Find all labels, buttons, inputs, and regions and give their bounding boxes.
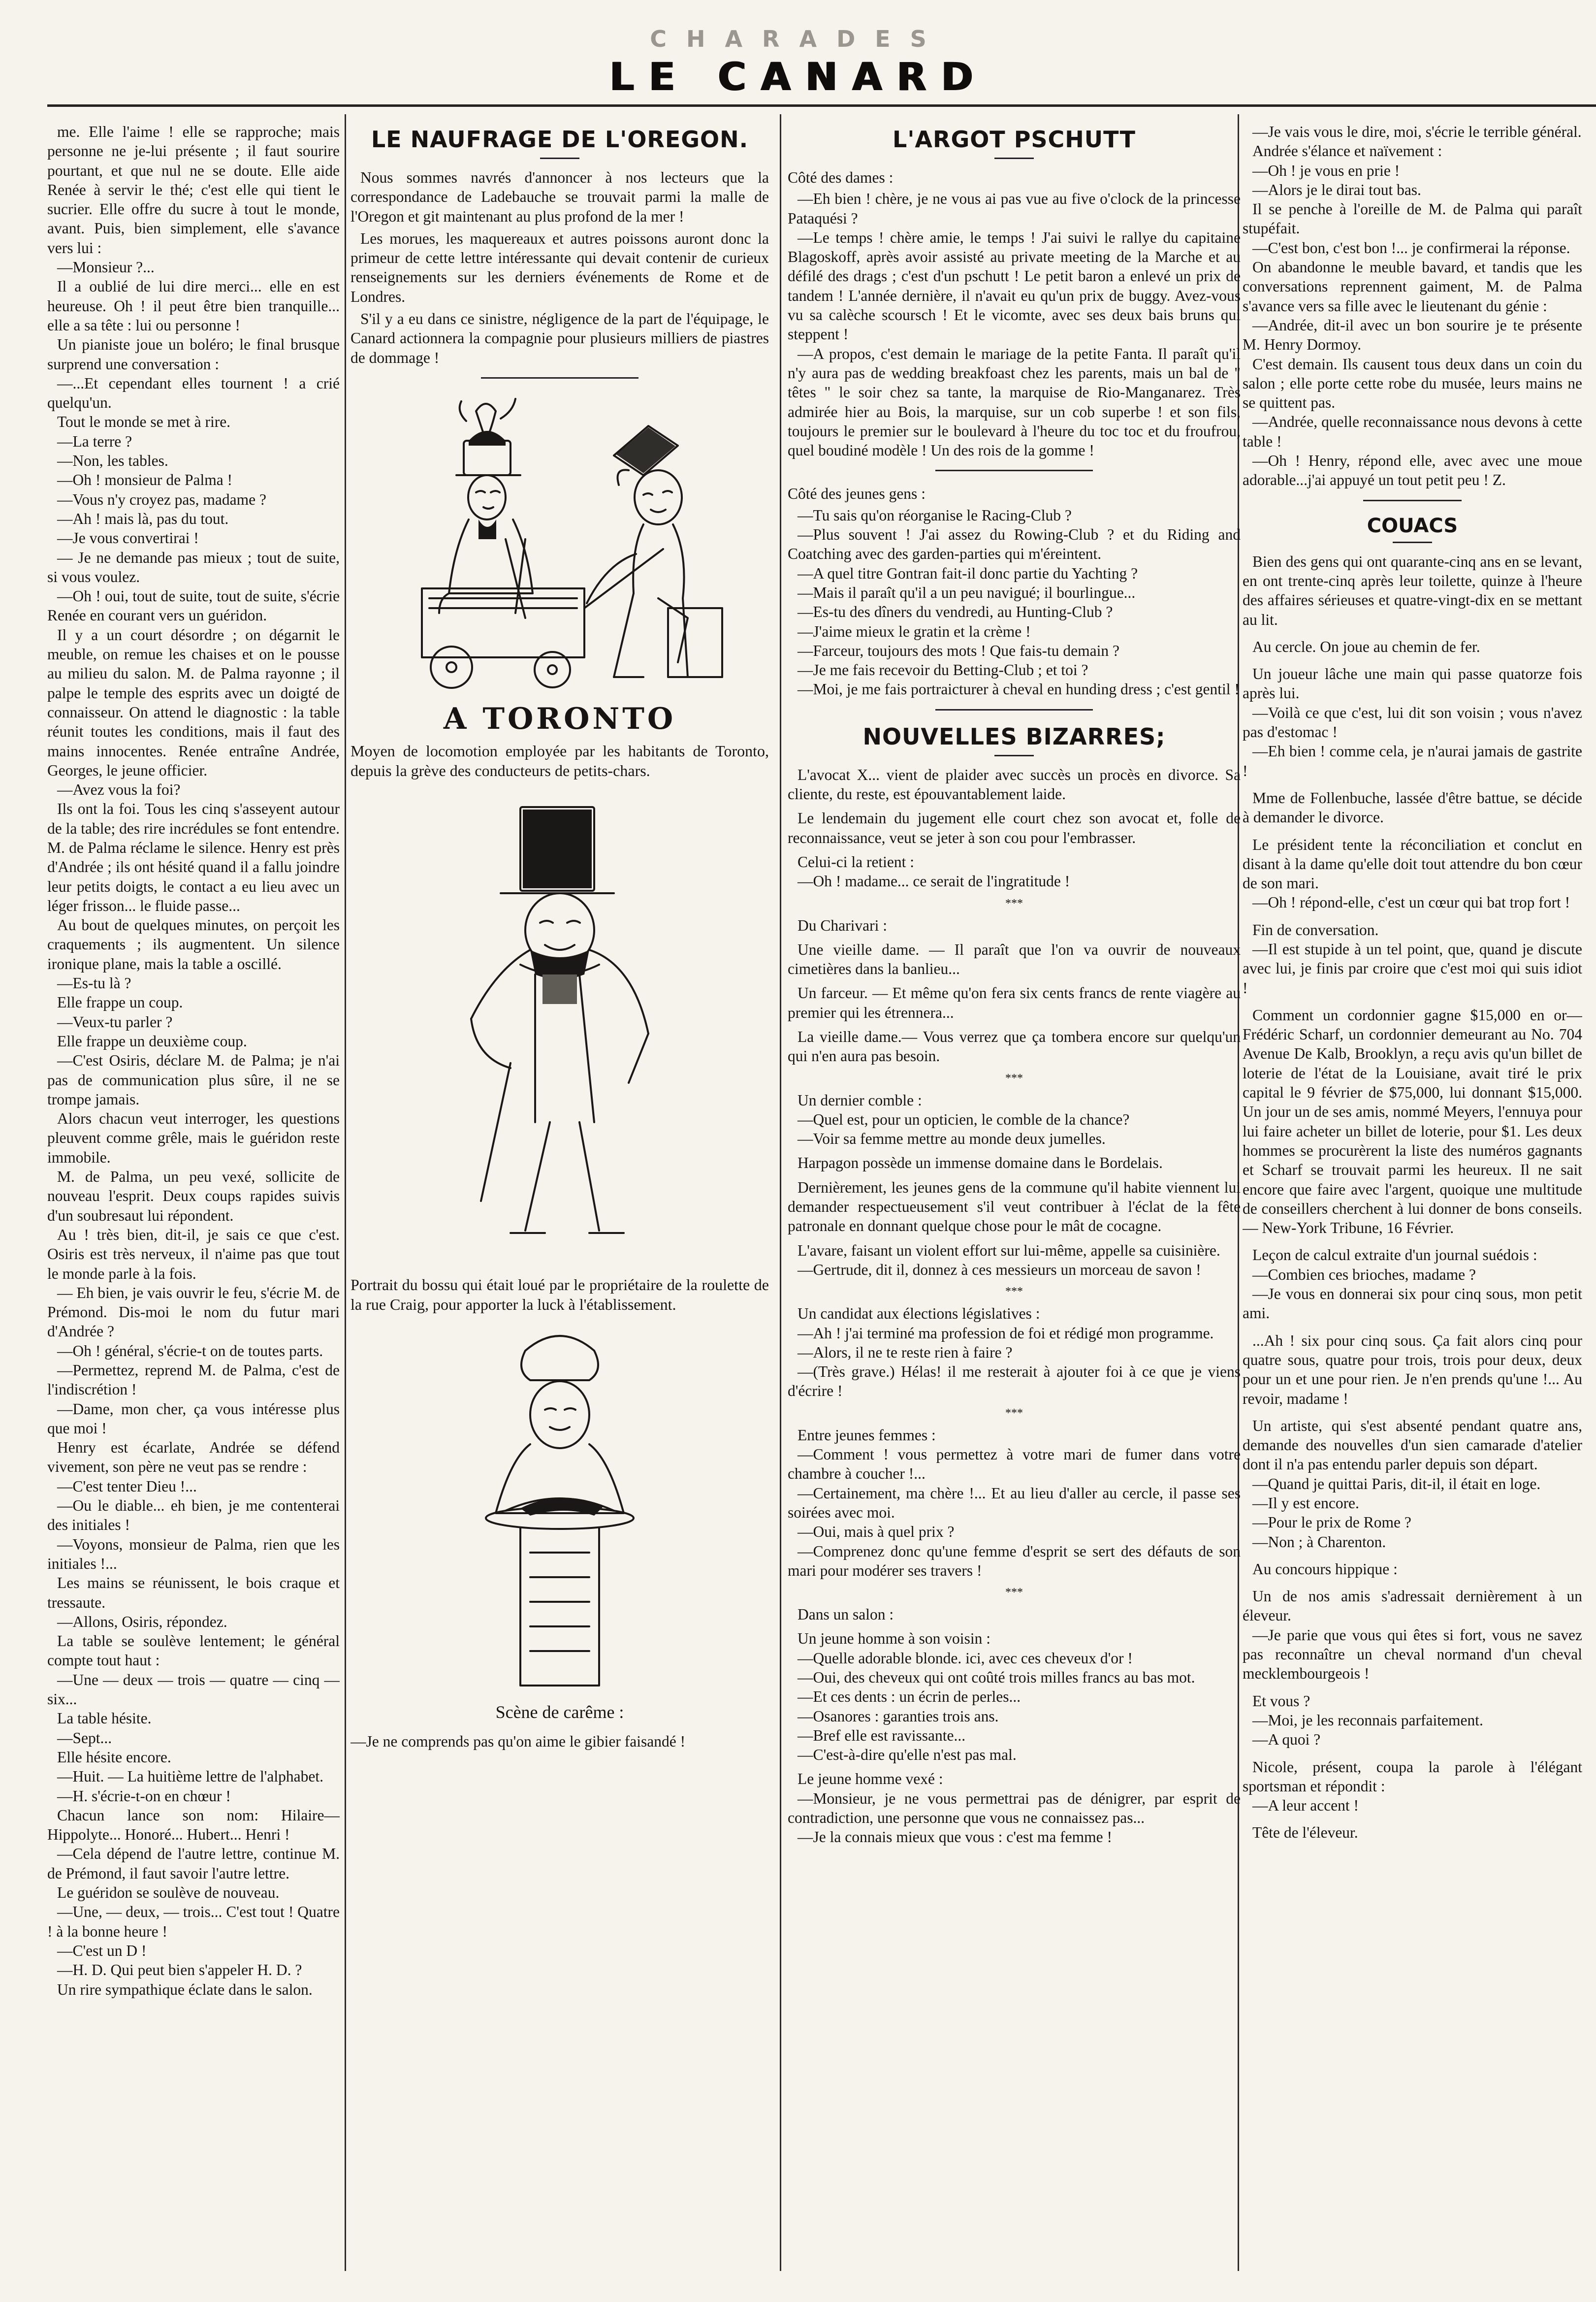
text-paragraph: —Oh ! monsieur de Palma ! bbox=[57, 471, 233, 489]
text-paragraph: —Bref elle est ravissante... bbox=[798, 1726, 966, 1744]
text-paragraph: —Plus souvent ! J'ai assez du Rowing-Club ? et du Riding and Coatching avec des garden-parties qui m'éreintent. bbox=[788, 526, 1241, 563]
toronto-caption: Moyen de locomotion employée par les habitants de Toronto, depuis la grève des conducteurs de petits-chars. bbox=[351, 742, 769, 779]
text-paragraph: Le guéridon se soulève de nouveau. bbox=[57, 1884, 280, 1902]
text-paragraph: —Comprenez donc qu'une femme d'esprit se sert des défauts de son mari pour modérer ses travers ! bbox=[788, 1542, 1241, 1579]
text-paragraph: —Comment ! vous permettez à votre mari de fumer dans votre chambre à coucher !... bbox=[788, 1446, 1241, 1483]
bossu-caption: Portrait du bossu qui était loué par le propriétaire de la roulette de la rue Craig, pour apporter la luck à l'établissement. bbox=[351, 1275, 769, 1313]
separator-rule bbox=[935, 470, 1093, 471]
text-paragraph: —Oh ! Henry, répond elle, avec avec une moue adorable...j'ai appuyé un tout petit peu ! Z. bbox=[1243, 452, 1582, 489]
text-paragraph: Et vous ? bbox=[1252, 1692, 1310, 1710]
text-paragraph: —Monsieur ?... bbox=[57, 259, 155, 276]
text-paragraph: —Avez vous la foi? bbox=[57, 781, 181, 799]
text-paragraph: *** bbox=[1005, 1406, 1023, 1420]
text-paragraph: Du Charivari : bbox=[798, 916, 887, 934]
text-paragraph: —Je vais vous le dire, moi, s'écrie le terrible général. bbox=[1252, 123, 1582, 140]
text-paragraph: Les mains se réunissent, le bois craque et tressaute. bbox=[47, 1574, 340, 1611]
text-paragraph: —Oh ! répond-elle, c'est un cœur qui bat trop fort ! bbox=[1252, 894, 1570, 911]
text-paragraph: —Ou le diable... eh bien, je me contenterai des initiales ! bbox=[47, 1497, 340, 1534]
column-divider bbox=[780, 114, 781, 2271]
text-paragraph: Un farceur. — Et même qu'on fera six cents francs de rente viagère au premier qui les étrennera... bbox=[788, 984, 1241, 1021]
text-paragraph: —La terre ? bbox=[57, 432, 132, 450]
text-paragraph: Entre jeunes femmes : bbox=[798, 1426, 936, 1444]
text-paragraph: —A quel titre Gontran fait-il donc partie du Yachting ? bbox=[798, 564, 1138, 582]
text-paragraph: —Je vous en donnerai six pour cinq sous, mon petit ami. bbox=[1243, 1285, 1582, 1322]
separator-rule bbox=[935, 709, 1093, 711]
text-paragraph: Un pianiste joue un boléro; le final brusque surprend une conversation : bbox=[47, 336, 340, 373]
oregon-headline: LE NAUFRAGE DE L'OREGON. bbox=[371, 126, 749, 153]
text-paragraph: —Eh bien ! chère, je ne vous ai pas vue au five o'clock de la princesse Pataquési ? bbox=[788, 190, 1241, 227]
text-paragraph: La vieille dame.— Vous verrez que ça tombera encore sur quelqu'un qui n'en aura pas besoin. bbox=[788, 1028, 1241, 1065]
masthead-rule bbox=[47, 104, 1596, 107]
column-feuilleton bbox=[47, 122, 340, 2259]
text-paragraph: On abandonne le meuble bavard, et tandis que les conversations reprennent gaiment, M. de Palma s'avance vers sa fille avec le lieutenant du génie : bbox=[1243, 259, 1582, 315]
text-paragraph: —Oh ! oui, tout de suite, tout de suite, s'écrie Renée en courant vers un guéridon. bbox=[47, 587, 340, 624]
text-paragraph: —Non ; à Charenton. bbox=[1252, 1533, 1386, 1551]
careme-title: Scène de carême : bbox=[495, 1702, 624, 1722]
text-paragraph: —Huit. — La huitième lettre de l'alphabet. bbox=[57, 1768, 324, 1785]
text-paragraph: Une vieille dame. — Il paraît que l'on va ouvrir de nouveaux cimetières dans la banlieu... bbox=[788, 940, 1241, 978]
text-paragraph: — Je ne demande pas mieux ; tout de suite, si vous voulez. bbox=[47, 549, 340, 585]
text-paragraph: —Farceur, toujours des mots ! Que fais-tu demain ? bbox=[798, 642, 1119, 659]
text-paragraph: —Oui, mais à quel prix ? bbox=[798, 1523, 955, 1541]
text-paragraph: Au concours hippique : bbox=[1252, 1560, 1398, 1578]
text-paragraph: Alors chacun veut interroger, les questions pleuvent comme grêle, mais le guéridon reste immobile. bbox=[47, 1110, 340, 1166]
text-paragraph: —Une, — deux, — trois... C'est tout ! Quatre ! à la bonne heure ! bbox=[47, 1903, 340, 1940]
text-paragraph: —Andrée, quelle reconnaissance nous devons à cette table ! bbox=[1243, 413, 1582, 450]
text-paragraph: —Et ces dents : un écrin de perles... bbox=[798, 1688, 1021, 1706]
feuilleton-text bbox=[47, 122, 340, 1999]
column-oregon-toronto bbox=[351, 122, 769, 2259]
text-paragraph: —A quoi ? bbox=[1252, 1731, 1321, 1749]
text-paragraph: Le jeune homme vexé : bbox=[798, 1770, 943, 1788]
headline-rule bbox=[1393, 542, 1432, 543]
text-paragraph: —Cela dépend de l'autre lettre, continue M. de Prémond, il faut savoir l'autre lettre. bbox=[47, 1845, 340, 1882]
text-paragraph: Au bout de quelques minutes, on perçoit les craquements ; ils augmentent. Un silence ironique plane, mais la table a oscillé. bbox=[47, 916, 340, 973]
text-paragraph: Nous sommes navrés d'annoncer à nos lecteurs que la correspondance de Ladebauche se trouvait parmi la malle de l'Oregon et git maintenant au plus profond de la mer ! bbox=[351, 169, 769, 225]
text-paragraph: —Pour le prix de Rome ? bbox=[1252, 1514, 1411, 1531]
couacs-headline: COUACS bbox=[1367, 514, 1458, 537]
toronto-title: A TORONTO bbox=[443, 701, 676, 736]
text-paragraph: Fin de conversation. bbox=[1252, 921, 1379, 939]
text-paragraph: *** bbox=[1005, 1285, 1023, 1298]
bizarres-items bbox=[788, 765, 1241, 1847]
text-paragraph: Ils ont la foi. Tous les cinq s'asseyent autour de la table; des rire incrédules se font entendre. M. de Palma réclame le silence. Henry est près d'Andrée ; ils ont hésité quand il a fallu joindre leur petits doigts, le contact a eu lieu avec un léger frisson... le fluide passe... bbox=[47, 800, 340, 914]
text-paragraph: —Quel est, pour un opticien, le comble de la chance? bbox=[798, 1110, 1130, 1128]
text-paragraph: M. de Palma, un peu vexé, sollicite de nouveau l'esprit. Deux coups rapides suivis d'un soubresaut lui répondent. bbox=[47, 1168, 340, 1224]
text-paragraph: —Gertrude, dit il, donnez à ces messieurs un morceau de savon ! bbox=[798, 1261, 1201, 1278]
separator-rule bbox=[481, 377, 638, 379]
text-paragraph: —Quand je quittai Paris, dit-il, il était en loge. bbox=[1252, 1475, 1541, 1492]
text-paragraph: —Alors, il ne te reste rien à faire ? bbox=[798, 1343, 1013, 1361]
column-couacs bbox=[1243, 122, 1582, 2259]
text-paragraph: —C'est Osiris, déclare M. de Palma; je n'ai pas de communication plus sûre, il ne se trompe jamais. bbox=[47, 1052, 340, 1108]
text-paragraph: Nicole, présent, coupa la parole à l'élégant sportsman et répondit : bbox=[1243, 1758, 1582, 1795]
dames-dialogue bbox=[788, 189, 1241, 460]
text-paragraph: —Oh ! je vous en prie ! bbox=[1252, 162, 1400, 179]
text-paragraph: Elle hésite encore. bbox=[57, 1748, 171, 1766]
headline-rule bbox=[994, 755, 1034, 756]
text-paragraph: —Es-tu là ? bbox=[57, 974, 131, 992]
text-paragraph: —Monsieur, je ne vous permettrai pas de dénigrer, par esprit de contradiction, une personne que vous ne connaissez pas... bbox=[788, 1789, 1241, 1827]
separator-rule bbox=[1363, 500, 1462, 501]
text-paragraph: Il a oublié de lui dire merci... elle en est heureuse. Oh ! il peut être bien tranquille... elle a sa tête : lui ou personne ! bbox=[47, 278, 340, 334]
text-paragraph: *** bbox=[1005, 897, 1023, 910]
text-paragraph: Il y a un court désordre ; on dégarnit le meuble, on remue les chaises et on le pousse au milieu du salon. M. de Palma rayonne ; il palpe le temple des esprits avec un doigté de connaisseur. On attend le diagnostic : la table réunit toutes les conditions, mais il faut des mains innocentes. Renée entraîne Andrée, Georges, le jeune officier. bbox=[47, 626, 340, 779]
careme-cook-illustration bbox=[461, 1321, 658, 1695]
text-paragraph: Elle frappe un deuxième coup. bbox=[57, 1032, 247, 1050]
text-paragraph: —Certainement, ma chère !... Et au lieu d'aller au cercle, il passe ses soirées avec moi. bbox=[788, 1484, 1241, 1521]
text-paragraph: Le lendemain du jugement elle court chez son avocat et, folle de reconnaissance, veut se jeter à son cou pour l'embrasser. bbox=[788, 810, 1241, 846]
text-paragraph: —Osanores : garanties trois ans. bbox=[798, 1707, 999, 1725]
text-paragraph: —Sept... bbox=[57, 1729, 112, 1747]
text-paragraph: Il se penche à l'oreille de M. de Palma qui paraît stupéfait. bbox=[1243, 200, 1582, 237]
feuilleton-ending bbox=[1243, 122, 1582, 490]
text-paragraph: —Je la connais mieux que vous : c'est ma femme ! bbox=[798, 1828, 1112, 1846]
headline-rule bbox=[994, 158, 1034, 159]
text-paragraph: Leçon de calcul extraite d'un journal suédois : bbox=[1252, 1246, 1537, 1264]
text-paragraph: Un candidat aux élections législatives : bbox=[798, 1305, 1040, 1323]
text-paragraph: Au cercle. On joue au chemin de fer. bbox=[1252, 638, 1480, 655]
text-paragraph: —(Très grave.) Hélas! il me resterait à ajouter foi à ce que je viens d'écrire ! bbox=[788, 1363, 1241, 1400]
text-paragraph: Chacun lance son nom: Hilaire— Hippolyte... Honoré... Hubert... Henri ! bbox=[47, 1806, 340, 1844]
text-paragraph: —J'aime mieux le gratin et la crème ! bbox=[798, 622, 1031, 640]
text-paragraph: —H. s'écrie-t-on en chœur ! bbox=[57, 1787, 231, 1805]
text-paragraph: Tout le monde se met à rire. bbox=[57, 413, 231, 431]
text-paragraph: —Combien ces brioches, madame ? bbox=[1252, 1265, 1476, 1283]
text-paragraph: —Voyons, monsieur de Palma, rien que les initiales !... bbox=[47, 1535, 340, 1572]
text-paragraph: La table hésite. bbox=[57, 1710, 152, 1727]
bizarres-headline: NOUVELLES BIZARRES; bbox=[862, 723, 1166, 750]
text-paragraph: Celui-ci la retient : bbox=[798, 853, 915, 871]
text-paragraph: Un de nos amis s'adressait dernièrement à un éleveur. bbox=[1243, 1588, 1582, 1624]
text-paragraph: —C'est un D ! bbox=[57, 1942, 147, 1959]
headline-rule bbox=[540, 158, 579, 159]
text-paragraph: *** bbox=[1005, 1586, 1023, 1599]
text-paragraph: *** bbox=[1005, 1071, 1023, 1085]
text-paragraph: Tête de l'éleveur. bbox=[1252, 1824, 1358, 1842]
text-paragraph: Les morues, les maquereaux et autres poissons auront donc la primeur de cette lettre intéressante qui devait contenir de curieux renseignements sur les derniers événements de Rome et de Londres. bbox=[351, 229, 769, 305]
text-paragraph: —H. D. Qui peut bien s'appeler H. D. ? bbox=[57, 1961, 302, 1979]
text-paragraph: —...Et cependant elles tournent ! a crié quelqu'un. bbox=[47, 374, 340, 412]
text-paragraph: —A propos, c'est demain le mariage de la petite Fanta. Il paraît qu'il n'y aura pas de wedding breakfoast chez les parents, mais un bal de " têtes " le soir chez sa tante, la marquise de Rio-Manganarez. Très admirée hier au Bois, la marquise, sur un cob superbe ! et son fils, toujours le premier sur le boulevard à l'heure du toc toc et du froufrou, quel boudiné modèle ! Un des rois de la gomme ! bbox=[788, 345, 1241, 459]
text-paragraph: Un rire sympathique éclate dans le salon. bbox=[57, 1980, 313, 1998]
text-paragraph: —Le temps ! chère amie, le temps ! J'ai suivi le rallye du capitaine Blagoskoff, après avoir assisté au private meeting de la Marche et au défilé des drags ; c'est d'un pschutt ! Le petit baron a enlevé un prix de tandem ! L'année dernière, il n'avait eu qu'un prix de buggy. Avez-vous vu sa calèche scoursch ! Et le vicomte, avec ses deux bais bruns qui steppent ! bbox=[788, 228, 1241, 343]
text-paragraph: Mme de Follenbuche, lassée d'être battue, se décide à demander le divorce. bbox=[1243, 789, 1582, 826]
text-paragraph: —Tu sais qu'on réorganise le Racing-Club ? bbox=[798, 506, 1072, 524]
dames-label: Côté des dames : bbox=[788, 169, 894, 186]
text-paragraph: Au ! très bien, dit-il, je sais ce que c'est. Osiris est très nerveux, il n'aime pas que tout le monde parle à la fois. bbox=[47, 1226, 340, 1282]
text-paragraph: ...Ah ! six pour cinq sous. Ça fait alors cinq pour quatre sous, quatre pour trois, trois pour deux, deux pour un et une pour rien. Je n'en prends qu'une !... Au revoir, madame ! bbox=[1243, 1331, 1582, 1407]
text-paragraph: Un artiste, qui s'est absenté pendant quatre ans, demande des nouvelles d'un sien camarade d'atelier dont il n'a pas entendu parler depuis son départ. bbox=[1243, 1417, 1582, 1473]
text-paragraph: —Moi, je me fais portraicturer à cheval en hunding dress ; c'est gentil ! bbox=[798, 681, 1240, 698]
text-paragraph: —Ah ! mais là, pas du tout. bbox=[57, 510, 229, 527]
masthead bbox=[0, 0, 1596, 108]
text-paragraph: S'il y a eu dans ce sinistre, négligence de la part de l'équipage, le Canard actionnera la compagnie pour plusieurs milliers de piastres de dommage ! bbox=[351, 310, 769, 366]
toronto-cart-illustration bbox=[383, 391, 737, 697]
text-paragraph: —Il y est encore. bbox=[1252, 1494, 1359, 1512]
text-paragraph: —Veux-tu parler ? bbox=[57, 1013, 173, 1031]
text-paragraph: La table se soulève lentement; le général compte tout haut : bbox=[47, 1632, 340, 1669]
text-paragraph: —Je parie que vous qui êtes si fort, vous ne savez pas reconnaître un cheval normand d'un cheval mecklembourgeois ! bbox=[1243, 1626, 1582, 1683]
text-paragraph: —Andrée, dit-il avec un bon sourire je te présente M. Henry Dormoy. bbox=[1243, 316, 1582, 354]
text-paragraph: C'est demain. Ils causent tous deux dans un coin du salon ; elle porte cette robe du musée, leurs mains ne se quittent pas. bbox=[1243, 355, 1582, 412]
text-paragraph: Un dernier comble : bbox=[798, 1091, 922, 1109]
text-paragraph: —Ah ! j'ai terminé ma profession de foi et rédigé mon programme. bbox=[798, 1324, 1214, 1342]
text-paragraph: Henry est écarlate, Andrée se défend vivement, son père ne veut pas se rendre : bbox=[47, 1439, 340, 1476]
argot-headline: L'ARGOT PSCHUTT bbox=[893, 126, 1136, 153]
text-paragraph: —Es-tu des dîners du vendredi, au Hunting-Club ? bbox=[798, 603, 1113, 621]
text-paragraph: —Voir sa femme mettre au monde deux jumelles. bbox=[798, 1130, 1106, 1148]
text-paragraph: —Alors je le dirai tout bas. bbox=[1252, 181, 1421, 198]
column-divider bbox=[345, 114, 346, 2271]
text-paragraph: —Vous n'y croyez pas, madame ? bbox=[57, 490, 266, 508]
text-paragraph: Le président tente la réconciliation et conclut en disant à la dame qu'elle doit tout attendre du bon cœur de son mari. bbox=[1243, 836, 1582, 892]
text-paragraph: —Quelle adorable blonde. ici, avec ces cheveux d'or ! bbox=[798, 1649, 1133, 1667]
text-paragraph: —Non, les tables. bbox=[57, 452, 168, 470]
text-paragraph: — Eh bien, je vais ouvrir le feu, s'écrie M. de Prémond. Dis-moi le nom du futur mari d'Andrée ? bbox=[47, 1284, 340, 1340]
text-paragraph: L'avocat X... vient de plaider avec succès un procès en divorce. Sa cliente, du reste, est épouvantablement laide. bbox=[788, 766, 1241, 803]
text-paragraph: —C'est tenter Dieu !... bbox=[57, 1477, 197, 1495]
text-paragraph: —Je me fais recevoir du Betting-Club ; et toi ? bbox=[798, 661, 1088, 679]
text-paragraph: —Allons, Osiris, répondez. bbox=[57, 1613, 227, 1630]
text-paragraph: Un joueur lâche une main qui passe quatorze fois après lui. bbox=[1243, 665, 1582, 702]
text-paragraph: —Voilà ce que c'est, lui dit son voisin ; vous n'avez pas d'estomac ! bbox=[1243, 704, 1582, 741]
text-paragraph: Bien des gens qui ont quarante-cinq ans en se levant, en ont trente-cinq après leur toilette, quinze à l'heure des affaires sérieuses et quatre-vingt-dix en se mettant au lit. bbox=[1243, 552, 1582, 628]
text-paragraph: —Je vous convertirai ! bbox=[57, 529, 199, 547]
text-paragraph: —Mais il paraît qu'il a un peu navigué; il bourlingue... bbox=[798, 584, 1136, 601]
text-paragraph: —C'est bon, c'est bon !... je confirmerai la réponse. bbox=[1252, 239, 1570, 257]
text-paragraph: —Eh bien ! comme cela, je n'aurai jamais de gastrite ! bbox=[1243, 743, 1582, 779]
text-paragraph: —Il est stupide à un tel point, que, quand je discute avec lui, je finis par croire que c'est moi qui suis idiot ! bbox=[1243, 940, 1582, 997]
column-argot-bizarres bbox=[788, 122, 1241, 2259]
text-paragraph: Andrée s'élance et naïvement : bbox=[1252, 142, 1442, 160]
oregon-article bbox=[351, 168, 769, 367]
text-paragraph: me. Elle l'aime ! elle se rapproche; mais personne ne je-lui présente ; il faut sourire pourtant, et que nul ne se doute. Elle aide Renée à servir le thé; c'est elle qui tient le sucrier. Elle offre du sucre à tout le monde, avant. Puis, bien simplement, elle s'avance vers lui : bbox=[47, 123, 340, 257]
text-paragraph: Dans un salon : bbox=[798, 1606, 894, 1623]
text-paragraph: Harpagon possède un immense domaine dans le Bordelais. bbox=[798, 1154, 1163, 1172]
text-paragraph: —Une — deux — trois — quatre — cinq — six... bbox=[47, 1671, 340, 1708]
jeunes-label: Côté des jeunes gens : bbox=[788, 485, 926, 503]
text-paragraph: —Oh ! madame... ce serait de l'ingratitude ! bbox=[798, 873, 1070, 890]
text-paragraph: Dernièrement, les jeunes gens de la commune qu'il habite viennent lui demander respectueusement s'il veut contribuer à l'éclat de la fête patronale en donnant quelque chose pour le mât de cocagne. bbox=[788, 1178, 1241, 1235]
careme-line: —Je ne comprends pas qu'on aime le gibier faisandé ! bbox=[351, 1732, 686, 1750]
text-paragraph: —C'est-à-dire qu'elle n'est pas mal. bbox=[798, 1746, 1017, 1764]
text-paragraph: Un jeune homme à son voisin : bbox=[798, 1630, 990, 1648]
newspaper-title: LE CANARD bbox=[608, 55, 988, 99]
text-paragraph: Comment un cordonnier gagne $15,000 en or— Frédéric Scharf, un cordonnier demeurant au No. 704 Avenue De Kalb, Brooklyn, a reçu avis qu'un billet de loterie de l'état de la Louisiane, avait tiré le prix capital le 9 février de $75,000, lui donnant $15,000. Un jour un de ses amis, nommé Meyers, l'ennuya pour lui faire acheter un billet de loterie, pour $1. Les deux hommes se procurèrent la liste des numéros gagnants et Scharf se trouvait parmi les heureux. Il ne sait encore que faire avec l'argent, quoique une multitude de conseillers cherchent à lui donner de bons conseils. — New-York Tribune, 16 Février. bbox=[1243, 1006, 1582, 1237]
text-paragraph: —A leur accent ! bbox=[1252, 1797, 1359, 1815]
bossu-portrait-illustration bbox=[432, 787, 688, 1270]
jeunes-dialogue bbox=[788, 506, 1241, 699]
text-paragraph: Elle frappe un coup. bbox=[57, 994, 183, 1011]
text-paragraph: —Oh ! général, s'écrie-t on de toutes parts. bbox=[57, 1342, 323, 1360]
text-paragraph: —Moi, je les reconnais parfaitement. bbox=[1252, 1711, 1483, 1729]
text-paragraph: —Oui, des cheveux qui ont coûté trois milles francs au bas mot. bbox=[798, 1669, 1195, 1686]
text-paragraph: —Dame, mon cher, ça vous intéresse plus que moi ! bbox=[47, 1400, 340, 1437]
masthead-bleedthrough: CHARADES bbox=[650, 26, 946, 52]
text-paragraph: L'avare, faisant un violent effort sur lui-même, appelle sa cuisinière. bbox=[798, 1241, 1220, 1259]
text-paragraph: —Permettez, reprend M. de Palma, c'est de l'indiscrétion ! bbox=[47, 1362, 340, 1398]
couacs-items bbox=[1243, 552, 1582, 1843]
